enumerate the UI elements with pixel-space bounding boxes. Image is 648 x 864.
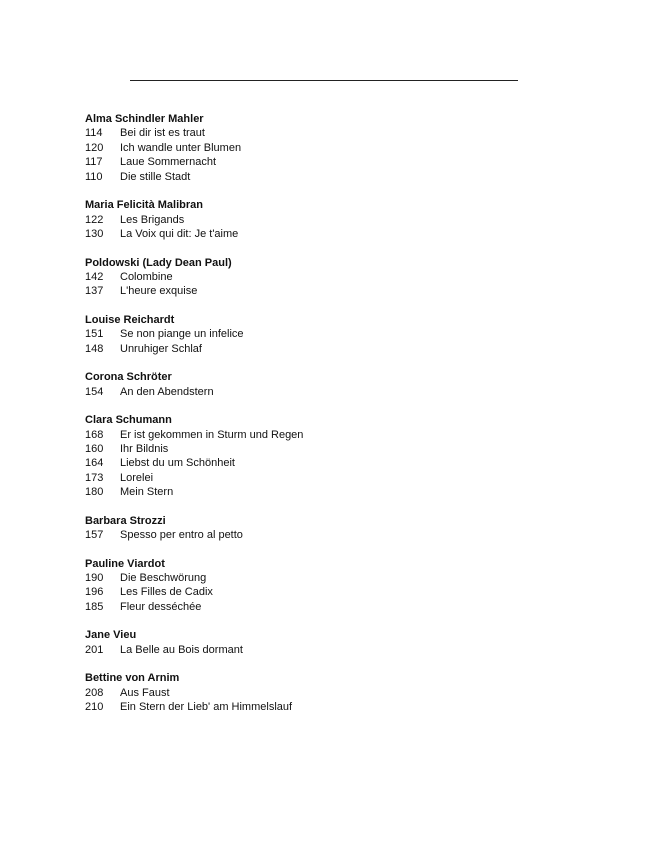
song-title: Ich wandle unter Blumen [120, 141, 242, 154]
song-page-number: 208 [85, 686, 104, 699]
song-page-number: 180 [85, 486, 104, 499]
composer-name: Clara Schumann [85, 414, 172, 427]
song-page-number: 142 [85, 270, 104, 283]
song-entry [85, 342, 565, 356]
song-page-number: 157 [85, 529, 104, 542]
composer-name: Maria Felicità Malibran [85, 199, 203, 212]
composer-section [85, 313, 565, 356]
composer-section [85, 671, 565, 714]
song-page-number: 110 [85, 170, 103, 183]
song-title: Aus Faust [120, 686, 170, 699]
composer-section [85, 413, 565, 499]
song-entry [85, 442, 565, 456]
song-entry [85, 700, 565, 714]
song-title: Spesso per entro al petto [120, 529, 243, 542]
song-entry [85, 327, 565, 341]
song-page-number: 168 [85, 428, 104, 441]
song-page-number: 154 [85, 385, 104, 398]
song-page-number: 173 [85, 471, 104, 484]
song-title: Bei dir ist es traut [120, 127, 205, 140]
song-entry [85, 600, 565, 614]
composer-name: Jane Vieu [85, 629, 137, 642]
song-entry [85, 528, 565, 542]
top-divider [130, 80, 518, 81]
song-page-number: 114 [85, 127, 103, 140]
song-entry [85, 585, 565, 599]
song-entry [85, 456, 565, 470]
song-title: Liebst du um Schönheit [120, 457, 235, 470]
song-title: Lorelei [120, 471, 154, 484]
song-title: La Voix qui dit: Je t'aime [120, 227, 239, 240]
song-title: Laue Sommernacht [120, 156, 216, 169]
song-title: Colombine [120, 270, 173, 283]
composer-name: Barbara Strozzi [85, 514, 166, 527]
song-entry [85, 270, 565, 284]
song-page-number: 185 [85, 600, 104, 613]
song-entry [85, 284, 565, 298]
table-of-contents [85, 112, 565, 729]
composer-name: Louise Reichardt [85, 313, 175, 326]
song-entry [85, 155, 565, 169]
song-page-number: 201 [85, 643, 104, 656]
composer-section [85, 112, 565, 184]
song-title: Die stille Stadt [120, 170, 191, 183]
song-entry [85, 686, 565, 700]
song-page-number: 151 [85, 328, 104, 341]
composer-name: Bettine von Arnim [85, 672, 180, 685]
song-page-number: 190 [85, 572, 104, 585]
song-title: Les Filles de Cadix [120, 586, 213, 599]
song-entry [85, 385, 565, 399]
composer-name: Pauline Viardot [85, 557, 165, 570]
composer-section [85, 370, 565, 399]
song-page-number: 120 [85, 141, 104, 154]
composer-name: Corona Schröter [85, 371, 172, 384]
song-page-number: 148 [85, 342, 104, 355]
song-entry [85, 571, 565, 585]
song-entry [85, 126, 565, 140]
song-entry [85, 227, 565, 241]
composer-section [85, 628, 565, 657]
song-title: Mein Stern [120, 486, 174, 499]
composer-section [85, 198, 565, 241]
song-entry [85, 643, 565, 657]
song-entry [85, 428, 565, 442]
song-entry [85, 485, 565, 499]
composer-section [85, 256, 565, 299]
song-title: L'heure exquise [120, 285, 198, 298]
song-title: Se non piange un infelice [120, 328, 244, 341]
composer-name: Alma Schindler Mahler [85, 113, 204, 125]
song-title: Die Beschwörung [120, 572, 207, 585]
song-entry [85, 141, 565, 155]
song-page-number: 160 [85, 442, 104, 455]
song-title: Ihr Bildnis [120, 442, 169, 455]
composer-section [85, 514, 565, 543]
song-page-number: 210 [85, 701, 104, 714]
song-title: Ein Stern der Lieb' am Himmelslauf [120, 701, 293, 714]
song-entry [85, 471, 565, 485]
song-title: Unruhiger Schlaf [120, 342, 202, 355]
song-title: Fleur desséchée [120, 600, 202, 613]
song-title: La Belle au Bois dormant [120, 643, 243, 656]
song-title: Les Brigands [120, 213, 185, 226]
song-title: An den Abendstern [120, 385, 214, 398]
song-entry [85, 170, 565, 184]
song-page-number: 164 [85, 457, 104, 470]
song-page-number: 196 [85, 586, 104, 599]
song-page-number: 130 [85, 227, 104, 240]
song-page-number: 117 [85, 156, 103, 169]
song-title: Er ist gekommen in Sturm und Regen [120, 428, 304, 441]
song-entry [85, 213, 565, 227]
song-page-number: 137 [85, 285, 104, 298]
composer-section [85, 557, 565, 615]
song-page-number: 122 [85, 213, 104, 226]
composer-name: Poldowski (Lady Dean Paul) [85, 256, 232, 269]
